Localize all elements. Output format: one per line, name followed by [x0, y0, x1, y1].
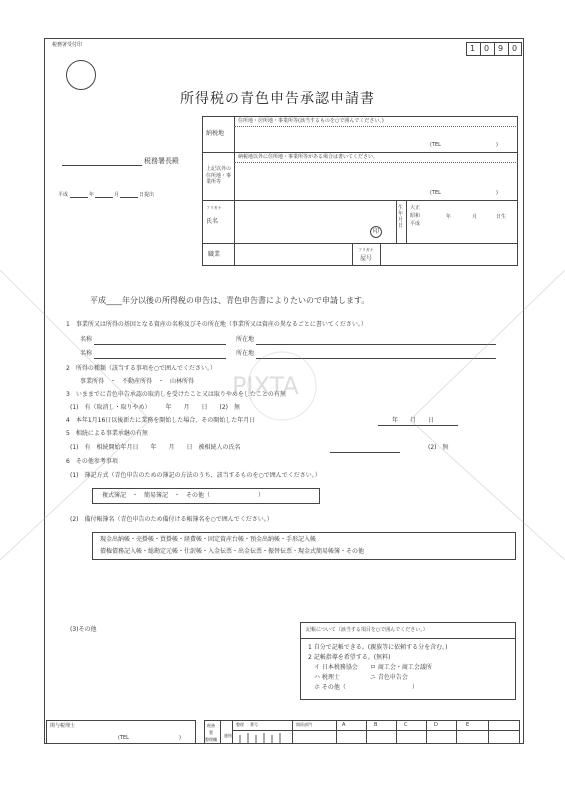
q5-no[interactable]: (2) 無: [428, 444, 449, 451]
q5-options[interactable]: (1) 有 相続開始年月日 年 月 日 被相続人の氏名: [70, 444, 241, 451]
office-letter-e: E: [466, 722, 470, 728]
page-title: 所得税の青色申告承認申請書: [180, 91, 375, 107]
q4-text: 4 本年1月16日以後新たに業務を開始した場合、その開始した年月日: [66, 417, 256, 424]
row2-label: 上記以外の住所地・事業所等: [206, 166, 232, 185]
office-side-2: 署: [209, 730, 213, 735]
bookkeeping-options[interactable]: 複式簿記 ・ 簡易簿記 ・ その他（ ）: [102, 492, 265, 499]
consult-item-4[interactable]: ハ 税理士 ニ 青色申告会: [308, 674, 408, 681]
consultation-title: 記帳について（該当する項目を○で囲んでください。）: [306, 627, 428, 633]
q1-name-label-2: 名称: [80, 350, 93, 357]
q5-text: 5 相続による事業承継の有無: [66, 430, 148, 437]
office-letter-c: C: [404, 722, 408, 728]
declaration-text: 平成____年分以後の所得税の申告は、青色申告書によりたいので申請します。: [90, 296, 370, 305]
name-field[interactable]: [238, 206, 378, 238]
q1-text: 1 事業所又は所得の基因となる資産の名称及びその所在地（事業所又は資産の異なるごとに書いてください。）: [66, 321, 367, 328]
birth-era-heisei: 平成: [410, 221, 421, 227]
birth-label: 生年月日: [398, 205, 404, 229]
receipt-stamp-circle: [66, 60, 96, 90]
seal-mark: 印: [370, 226, 382, 238]
consult-item-5[interactable]: ホ その他（ ）: [308, 684, 418, 691]
row1-tel: (TEL ): [430, 142, 498, 148]
q1-loc-label-1: 所在地: [236, 336, 255, 343]
office-letter-d: D: [434, 722, 438, 728]
code-digit-3: 9: [498, 44, 504, 53]
office-side-3: 整理欄: [205, 737, 217, 742]
q6-1-text: (1) 簿記方式（青色申告のための簿記の方法のうち、該当するものを○で囲んでください。）: [70, 472, 321, 479]
watermark-text: PIXTA: [232, 372, 299, 400]
yago-field[interactable]: [384, 246, 514, 264]
ledger-line-2[interactable]: 債権債務記入帳・総勘定元帳・仕訳帳・入金伝票・出金伝票・振替伝票・現金式簡易帳簿・その他: [100, 548, 365, 555]
q6-text: 6 その他参考事項: [66, 458, 118, 465]
name-label: 氏名: [206, 218, 219, 225]
yago-label: 屋号: [360, 255, 373, 262]
q6-3-text: (3)その他: [70, 626, 97, 633]
code-digit-4: 0: [512, 44, 518, 53]
q3-options[interactable]: (1) 有（取消し・取りやめ） 年 月 日 (2) 無: [70, 404, 240, 411]
row2-address-field[interactable]: [238, 170, 514, 188]
tax-accountant-label: 関与税理士: [50, 723, 76, 729]
office-col-seiri: 整理: [236, 722, 244, 727]
office-number-grid: [236, 731, 290, 743]
submission-era: 平成: [58, 192, 69, 198]
office-col-bango: 番号: [250, 722, 258, 727]
row1-note: 住所地・居所地・事業所等(該当するものを○で囲んでください。): [238, 118, 384, 124]
q1-name-label-1: 名称: [80, 336, 93, 343]
row1-label: 納税地: [206, 130, 225, 137]
birth-era-taisho: 大正: [410, 205, 421, 211]
consult-item-1[interactable]: 1 自分で記帳できる。(親族等に依頼する分を含む。): [308, 644, 448, 651]
row1-address-field[interactable]: [238, 130, 514, 142]
birth-era-showa: 昭和: [410, 213, 421, 219]
office-letter-b: B: [374, 722, 378, 728]
q2-items[interactable]: 事業所得 ・ 不動産所得 ・ 山林所得: [80, 378, 195, 385]
q4-date: 年 月 日: [392, 417, 435, 424]
consult-item-2[interactable]: 2 記帳指導を希望する。(無料): [308, 654, 391, 661]
consult-item-3[interactable]: イ 日本税務協会 ロ 商工会・商工会議所: [308, 664, 432, 671]
row2-note: 納税地以外に住所地・事業所等がある場合は書いてください。: [238, 154, 379, 160]
q2-text: 2 所得の種類（該当する事項を○で囲んでください。）: [66, 365, 217, 372]
tax-accountant-tel: (TEL ): [118, 735, 181, 741]
q3-text: 3 いままでに青色申告承認の取消しを受けたこと又は取りやめをしたことの有無: [66, 391, 286, 398]
furigana-label: フリガナ: [206, 205, 222, 210]
ledger-line-1[interactable]: 現金出納帳・売掛帳・買掛帳・経費帳・固定資産台帳・預金出納帳・手形記入帳: [100, 536, 317, 543]
office-col-kankei: 関係部門: [296, 722, 312, 727]
office-side-1: 税務: [207, 723, 215, 728]
code-digit-2: 0: [484, 44, 490, 53]
q1-loc-label-2: 所在地: [236, 350, 255, 357]
office-letter-a: A: [342, 722, 346, 728]
office-col-renraku: 連絡: [224, 733, 232, 738]
yago-furigana: フリガナ: [358, 247, 374, 252]
occupation-label: 職業: [208, 251, 221, 258]
q6-2-text: (2) 備付帳簿名（青色申告のため備付ける帳簿名を○で囲んでください。）: [70, 516, 273, 523]
occupation-field[interactable]: [238, 246, 348, 264]
q6-3-field[interactable]: [84, 636, 280, 676]
code-digit-1: 1: [470, 44, 476, 53]
receipt-stamp-label: 税務署受付印: [52, 42, 83, 48]
row2-tel: (TEL ): [430, 190, 498, 196]
tax-office-suffix: 税務署長殿: [144, 157, 179, 165]
